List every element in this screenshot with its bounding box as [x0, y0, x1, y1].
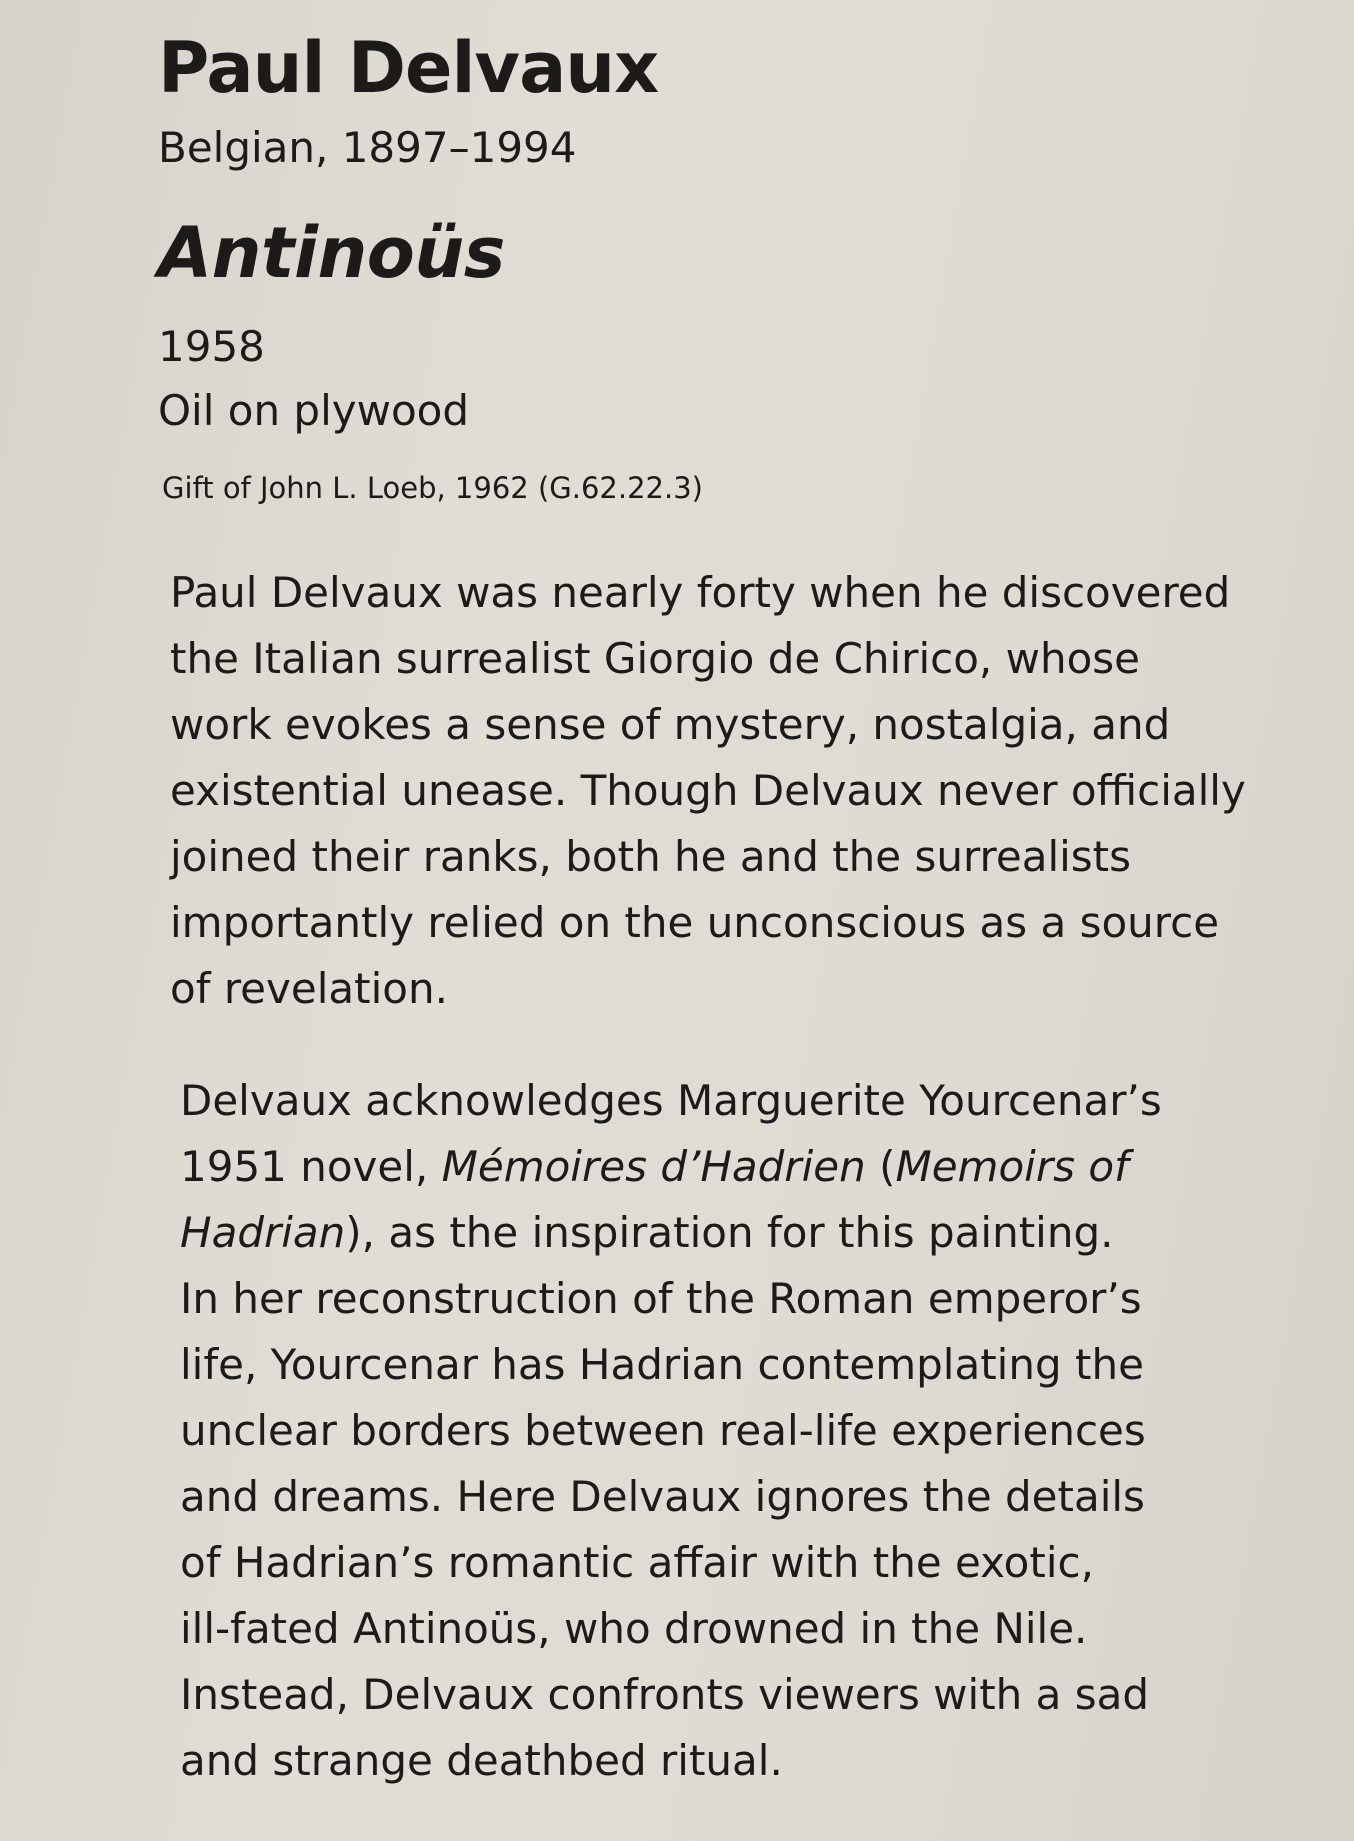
paragraph-line: joined their ranks, both he and the surrealists — [170, 832, 1132, 882]
artist-name: Paul Delvaux — [158, 27, 659, 109]
paragraph-line: the Italian surrealist Giorgio de Chirico, whose — [170, 634, 1140, 684]
book-title-french: Mémoires d’Hadrien — [441, 1142, 866, 1192]
book-title-english-part1: Memoirs of — [895, 1142, 1129, 1192]
paragraph-line: Instead, Delvaux confronts viewers with a sad — [180, 1670, 1149, 1720]
paragraph-line: unclear borders between real-life experiences — [180, 1406, 1146, 1456]
paragraph-line: of Hadrian’s romantic affair with the exotic, — [180, 1538, 1094, 1588]
artist-nationality-dates: Belgian, 1897–1994 — [158, 122, 577, 172]
paragraph-line: importantly relied on the unconscious as a source — [170, 898, 1220, 948]
paragraph-line: and dreams. Here Delvaux ignores the details — [180, 1472, 1145, 1522]
paragraph-line: and strange deathbed ritual. — [180, 1736, 783, 1786]
paragraph-line: In her reconstruction of the Roman emperor’s — [180, 1274, 1142, 1324]
paragraph-line — [180, 1134, 1280, 1200]
paragraph-line: ill-fated Antinoüs, who drowned in the Nile. — [180, 1604, 1088, 1654]
text-span: ( — [865, 1142, 896, 1192]
paragraph-line: of revelation. — [170, 964, 448, 1014]
text-span: 1951 novel, — [180, 1142, 442, 1192]
paragraph-line — [180, 1200, 1280, 1266]
text-span: ), as the inspiration for this painting. — [345, 1208, 1114, 1258]
description-paragraph-1 — [170, 560, 1270, 1022]
credit-line: Gift of John L. Loeb, 1962 (G.62.22.3) — [162, 471, 703, 506]
artwork-medium: Oil on plywood — [158, 386, 470, 436]
paragraph-line: life, Yourcenar has Hadrian contemplating the — [180, 1340, 1144, 1390]
paragraph-line: existential unease. Though Delvaux never officially — [170, 766, 1246, 816]
description-paragraph-2 — [180, 1068, 1280, 1794]
artwork-title: Antinoüs — [158, 211, 505, 294]
paragraph-line: Paul Delvaux was nearly forty when he discovered — [170, 568, 1231, 618]
book-title-english-part2: Hadrian — [180, 1208, 346, 1258]
paragraph-line: work evokes a sense of mystery, nostalgia, and — [170, 700, 1171, 750]
label-content — [158, 28, 1278, 1794]
paragraph-line: Delvaux acknowledges Marguerite Yourcenar’s — [180, 1076, 1162, 1126]
artwork-date: 1958 — [158, 322, 265, 372]
